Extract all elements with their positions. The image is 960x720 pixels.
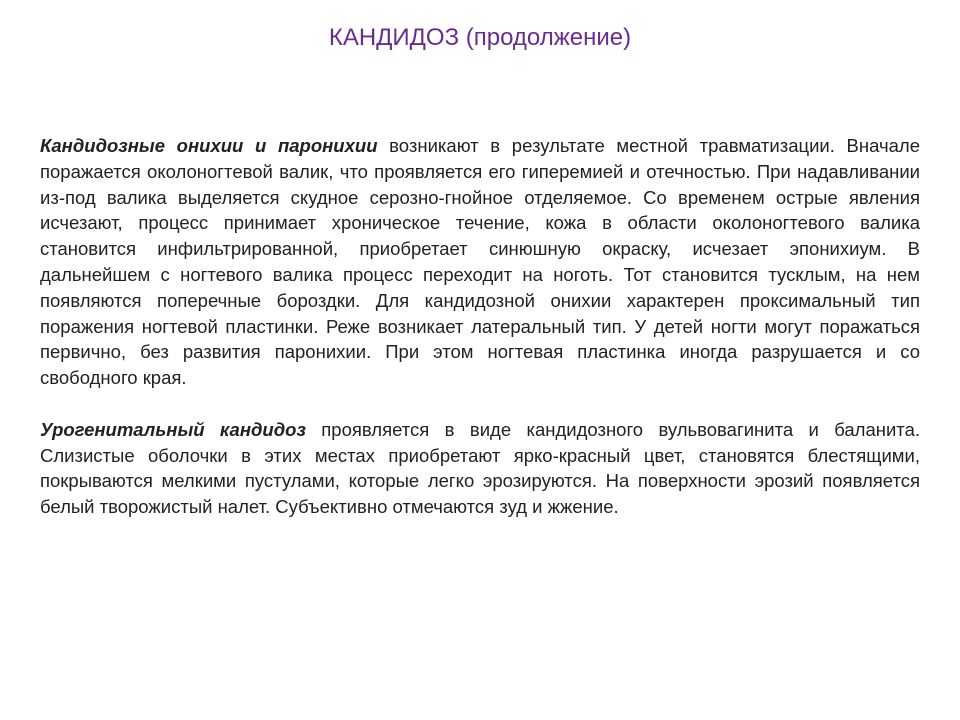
paragraph-text: проявляется в виде кандидозного вульвовагинита и баланита. Слизистые оболочки в этих местах приобретают ярко-красный цвет, становятся блестящими, покрываются мелкими пустулами, которые легко эрозируются. На поверхности эрозий появляется белый творожистый налет. Субъективно отмечаются зуд и жжение. xyxy=(40,418,920,518)
paragraph-lead: Кандидозные онихии и паронихии xyxy=(40,135,378,156)
paragraph-urogenital xyxy=(40,417,920,520)
paragraph-onychia xyxy=(40,133,920,391)
slide-body xyxy=(40,133,920,520)
slide-title: КАНДИДОЗ (продолжение) xyxy=(328,24,632,51)
paragraph-text: возникают в результате местной травматизации. Вначале поражается околоногтевой валик, что проявляется его гиперемией и отечностью. При надавливании из-под валика выделяется скудное серозно-гнойное отделяемое. Со временем острые явления исчезают, процесс принимает хроническое течение, кожа в области околоногтевого валика становится инфильтрированной, приобретает синюшную окраску, исчезает эпонихиум. В дальнейшем с ногтевого валика процесс переходит на ноготь. Тот становится тусклым, на нем появляются поперечные бороздки. Для кандидозной онихии характерен проксимальный тип поражения ногтевой пластинки. Реже возникает латеральный тип. У детей ногти могут поражаться первично, без развития паронихии. При этом ногтевая пластинка иногда разрушается и со свободного края. xyxy=(40,135,921,389)
paragraph-lead: Урогенитальный кандидоз xyxy=(40,418,306,440)
